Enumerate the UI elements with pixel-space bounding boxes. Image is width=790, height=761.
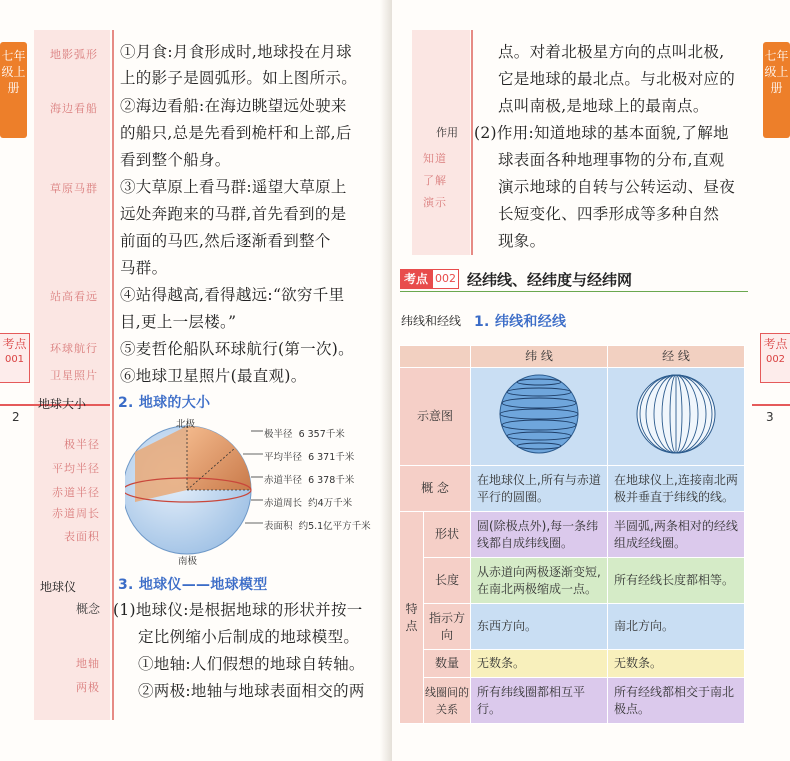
section-heading: 3. 地球仪——地球模型 bbox=[118, 577, 268, 593]
side-heading: 纬线和经线 bbox=[401, 314, 462, 328]
table-corner bbox=[400, 346, 471, 368]
text-line: 现象。 bbox=[498, 232, 546, 250]
text-line: 看到整个船身。 bbox=[120, 151, 231, 169]
text-line: 演示地球的自转与公转运动、昼夜 bbox=[498, 178, 736, 196]
side-note: 极半径 bbox=[64, 438, 100, 451]
cell: 所有经线长度都相等。 bbox=[608, 558, 745, 604]
side-note: 站高看远 bbox=[50, 290, 98, 303]
globe-stat: 赤道半径 6 378千米 bbox=[264, 475, 355, 486]
side-note: 赤道周长 bbox=[52, 507, 100, 520]
row-header: 示意图 bbox=[400, 368, 471, 466]
text-line: 上的影子是圆弧形。如上图所示。 bbox=[120, 69, 358, 87]
text-line: 的船只,总是先看到桅杆和上部,后 bbox=[120, 124, 352, 142]
text-line: ④站得越高,看得越远:“欲穷千里 bbox=[120, 286, 345, 304]
side-heading: 地球仪 bbox=[40, 580, 77, 594]
row-group-header: 特点 bbox=[400, 512, 424, 724]
kaodian-title: 经纬线、经纬度与经纬网 bbox=[467, 270, 633, 289]
kaodian-tab-left bbox=[0, 333, 30, 383]
text-line: ①月食:月食形成时,地球投在月球 bbox=[120, 43, 352, 61]
grade-tab-right: 七年级上册 bbox=[763, 42, 790, 138]
table-header: 纬 线 bbox=[471, 346, 608, 368]
kaodian-num: 001 bbox=[4, 354, 25, 365]
text-line: ⑤麦哲伦船队环球航行(第一次)。 bbox=[120, 340, 354, 358]
cell: 从赤道向两极逐渐变短,在南北两极缩成一点。 bbox=[471, 558, 608, 604]
row-header: 数量 bbox=[424, 650, 471, 678]
longitude-diagram-cell bbox=[608, 368, 745, 466]
text-line: 点叫南极,是地球上的最南点。 bbox=[498, 97, 709, 115]
text-line: 目,更上一层楼。” bbox=[120, 313, 237, 331]
cell: 圆(除极点外),每一条纬线都自成纬线圈。 bbox=[471, 512, 608, 558]
row-header: 长度 bbox=[424, 558, 471, 604]
title-rule bbox=[400, 291, 748, 292]
grade-tab-left: 七年级上册 bbox=[0, 42, 27, 138]
side-note: 地影弧形 bbox=[50, 48, 98, 61]
cell: 东西方向。 bbox=[471, 604, 608, 650]
text-line: 球表面各种地理事物的分布,直观 bbox=[498, 151, 725, 169]
right-margin-rule bbox=[471, 30, 473, 255]
text-line: 长短变化、四季形成等多种自然 bbox=[498, 205, 720, 223]
text-line: 点。对着北极星方向的点叫北极, bbox=[498, 43, 725, 61]
page-number: 3 bbox=[766, 410, 774, 424]
kaodian-num: 002 bbox=[765, 354, 786, 365]
text-line: 马群。 bbox=[120, 259, 168, 277]
text-line: 远处奔跑来的马群,首先看到的是 bbox=[120, 205, 347, 223]
comparison-table bbox=[399, 345, 745, 724]
side-note: 概念 bbox=[76, 602, 101, 616]
cell: 在地球仪上,所有与赤道平行的圆圈。 bbox=[471, 466, 608, 512]
globe-stat: 平均半径 6 371千米 bbox=[264, 452, 355, 463]
text-line: (2)作用:知道地球的基本面貌,了解地 bbox=[474, 124, 729, 142]
cell: 所有经线都相交于南北极点。 bbox=[608, 678, 745, 724]
row-header: 形状 bbox=[424, 512, 471, 558]
side-note: 表面积 bbox=[64, 530, 100, 543]
cell: 半圆弧,两条相对的经线组成经线圈。 bbox=[608, 512, 745, 558]
side-note: 环球航行 bbox=[50, 342, 98, 355]
side-note: 知道 bbox=[423, 152, 447, 165]
left-page bbox=[0, 0, 392, 761]
text-line: ①地轴:人们假想的地球自转轴。 bbox=[138, 655, 365, 673]
text-line: (1)地球仪:是根据地球的形状并按一 bbox=[113, 601, 363, 619]
text-line: 前面的马匹,然后逐渐看到整个 bbox=[120, 232, 331, 250]
text-line: ②两极:地轴与地球表面相交的两 bbox=[138, 682, 365, 700]
side-note: 草原马群 bbox=[50, 182, 98, 195]
side-note: 赤道半径 bbox=[52, 486, 100, 499]
table-header: 经 线 bbox=[608, 346, 745, 368]
row-header: 指示方向 bbox=[424, 604, 471, 650]
south-pole-label: 南极 bbox=[178, 556, 198, 567]
cell: 南北方向。 bbox=[608, 604, 745, 650]
kaodian-badge-num: 002 bbox=[432, 269, 459, 289]
globe-stat: 赤道周长 约4万千米 bbox=[264, 498, 353, 509]
text-line: ⑥地球卫星照片(最直观)。 bbox=[120, 367, 307, 385]
side-note: 卫星照片 bbox=[50, 369, 98, 382]
row-header: 概 念 bbox=[400, 466, 471, 512]
latitude-diagram-cell bbox=[471, 368, 608, 466]
north-pole-label: 北极 bbox=[176, 419, 196, 430]
cell: 所有纬线圈都相互平行。 bbox=[471, 678, 608, 724]
globe-cutaway bbox=[187, 426, 251, 490]
text-line: ③大草原上看马群:遥望大草原上 bbox=[120, 178, 347, 196]
side-note: 海边看船 bbox=[50, 102, 98, 115]
side-note: 两极 bbox=[76, 681, 100, 694]
text-line: 定比例缩小后制成的地球模型。 bbox=[138, 628, 360, 646]
kaodian-label: 考点 bbox=[763, 337, 788, 351]
side-note: 演示 bbox=[423, 196, 447, 209]
kaodian-badge: 考点 bbox=[400, 269, 432, 289]
page-num-rule bbox=[752, 404, 790, 406]
side-heading: 地球大小 bbox=[38, 397, 87, 411]
page-number: 2 bbox=[12, 410, 20, 424]
cell: 在地球仪上,连接南北两极并垂直于纬线的线。 bbox=[608, 466, 745, 512]
side-note: 平均半径 bbox=[52, 462, 100, 475]
kaodian-label: 考点 bbox=[2, 337, 27, 351]
globe-stat: 极半径 6 357千米 bbox=[264, 429, 345, 440]
kaodian-tab-right bbox=[760, 333, 790, 383]
cell: 无数条。 bbox=[471, 650, 608, 678]
section-heading: 1. 纬线和经线 bbox=[474, 314, 567, 330]
longitude-lines-diagram bbox=[634, 372, 718, 456]
side-note: 地轴 bbox=[76, 657, 100, 670]
cell: 无数条。 bbox=[608, 650, 745, 678]
side-note: 了解 bbox=[423, 174, 447, 187]
kaodian-heading bbox=[400, 269, 632, 289]
text-line: 它是地球的最北点。与北极对应的 bbox=[498, 70, 736, 88]
row-header: 线圈间的关系 bbox=[424, 678, 471, 724]
globe-stat: 表面积 约5.1亿平方千米 bbox=[264, 521, 371, 532]
side-note: 作用 bbox=[436, 126, 458, 139]
section-heading: 2. 地球的大小 bbox=[118, 395, 211, 411]
right-margin bbox=[412, 30, 470, 255]
text-line: ②海边看船:在海边眺望远处驶来 bbox=[120, 97, 347, 115]
latitude-lines-diagram bbox=[497, 372, 581, 456]
